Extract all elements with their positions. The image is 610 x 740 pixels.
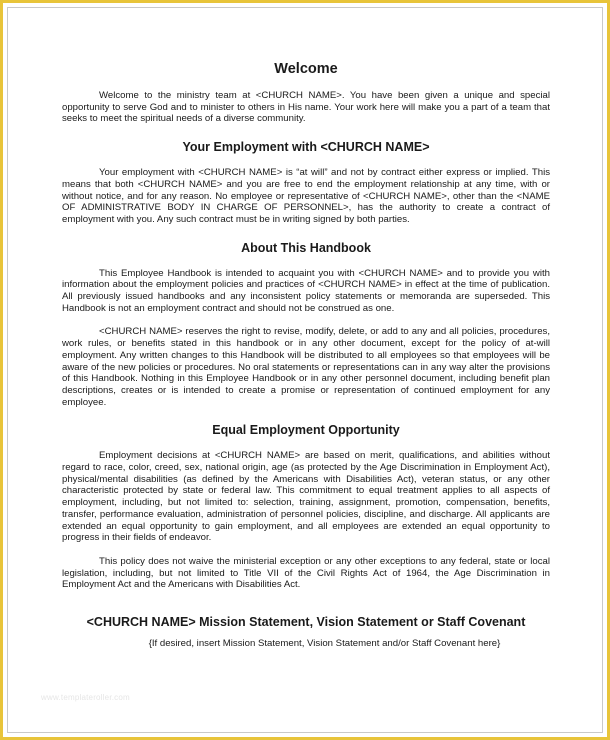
handbook-heading: About This Handbook [241, 240, 371, 255]
welcome-paragraph: Welcome to the ministry team at <CHURCH NAME>. You have been given a unique and special opportunity to serve God and to minister to others in His name. Your work here will make you a part of a team that seeks to meet the spiritual needs of a diverse community. [62, 90, 550, 125]
employment-paragraph: Your employment with <CHURCH NAME> is “at will” and not by contract either express or implied. This means that both <CHURCH NAME> and you are free to end the employment relationship at any time, with or without notice, and for any reason. No employee or representative of <CHURCH NAME>, other than the <NAME OF ADMINISTRATIVE BODY IN CHARGE OF PERSONNEL>, has the authority to create a contract of employment with you. Any such contract must be in writing signed by both parties. [62, 167, 550, 225]
document-body [62, 61, 550, 650]
eeo-paragraph-2: This policy does not waive the ministerial exception or any other exceptions to any federal, state or local legislation, including, but not limited to Title VII of the Civil Rights Act of 1964, the Age Discrimination in Employment Act and the Americans with Disabilities Act. [62, 555, 550, 591]
handbook-paragraph-1: This Employee Handbook is intended to acquaint you with <CHURCH NAME> and to provide you with information about the employment policies and practices of <CHURCH NAME> in effect at the time of publication. All previously issued handbooks and any inconsistent policy statements or memoranda are superseded. This Handbook is not an employment contract and should not be construed as one. [62, 267, 550, 314]
watermark: www.templateroller.com [41, 693, 130, 702]
mission-heading: <CHURCH NAME> Mission Statement, Vision Statement or Staff Covenant [86, 615, 526, 630]
handbook-paragraph-2: <CHURCH NAME> reserves the right to revise, modify, delete, or add to any and all policies, procedures, work rules, or benefits stated in this handbook or in any other document, except for the policy of at-will employment. Any written changes to this Handbook will be distributed to all employees so that employees will be aware of the new policies or procedures. No oral statements or representations can in any way alter the provisions of this Handbook. Nothing in this Employee Handbook or in any other personnel document, including benefit plan descriptions, creates or is intended to create a promise or representation of continued employment for any employee. [62, 326, 550, 408]
mission-note: {If desired, insert Mission Statement, Vision Statement and/or Staff Covenant here} [148, 638, 501, 650]
welcome-heading: Welcome [274, 61, 338, 77]
eeo-heading: Equal Employment Opportunity [212, 423, 400, 438]
employment-heading: Your Employment with <CHURCH NAME> [182, 140, 430, 155]
eeo-paragraph-1: Employment decisions at <CHURCH NAME> are based on merit, qualifications, and abilities without regard to race, color, creed, sex, national origin, age (as protected by the Age Discrimination in Employment Act), physical/mental disabilities (as defined by the Americans with Disabilities Act), veteran status, or any other characteristic protected by state or federal law. This commitment to equal treatment applies to all aspects of employment, including, but not limited to: selection, training, assignment, promotion, compensation, benefits, transfer, performance evaluation, administration of personnel policies, discipline, and discharge. All applicants are extended an equal opportunity to gain employment, and all employees are extended an equal opportunity to progress in their fields of endeavor. [62, 450, 550, 544]
